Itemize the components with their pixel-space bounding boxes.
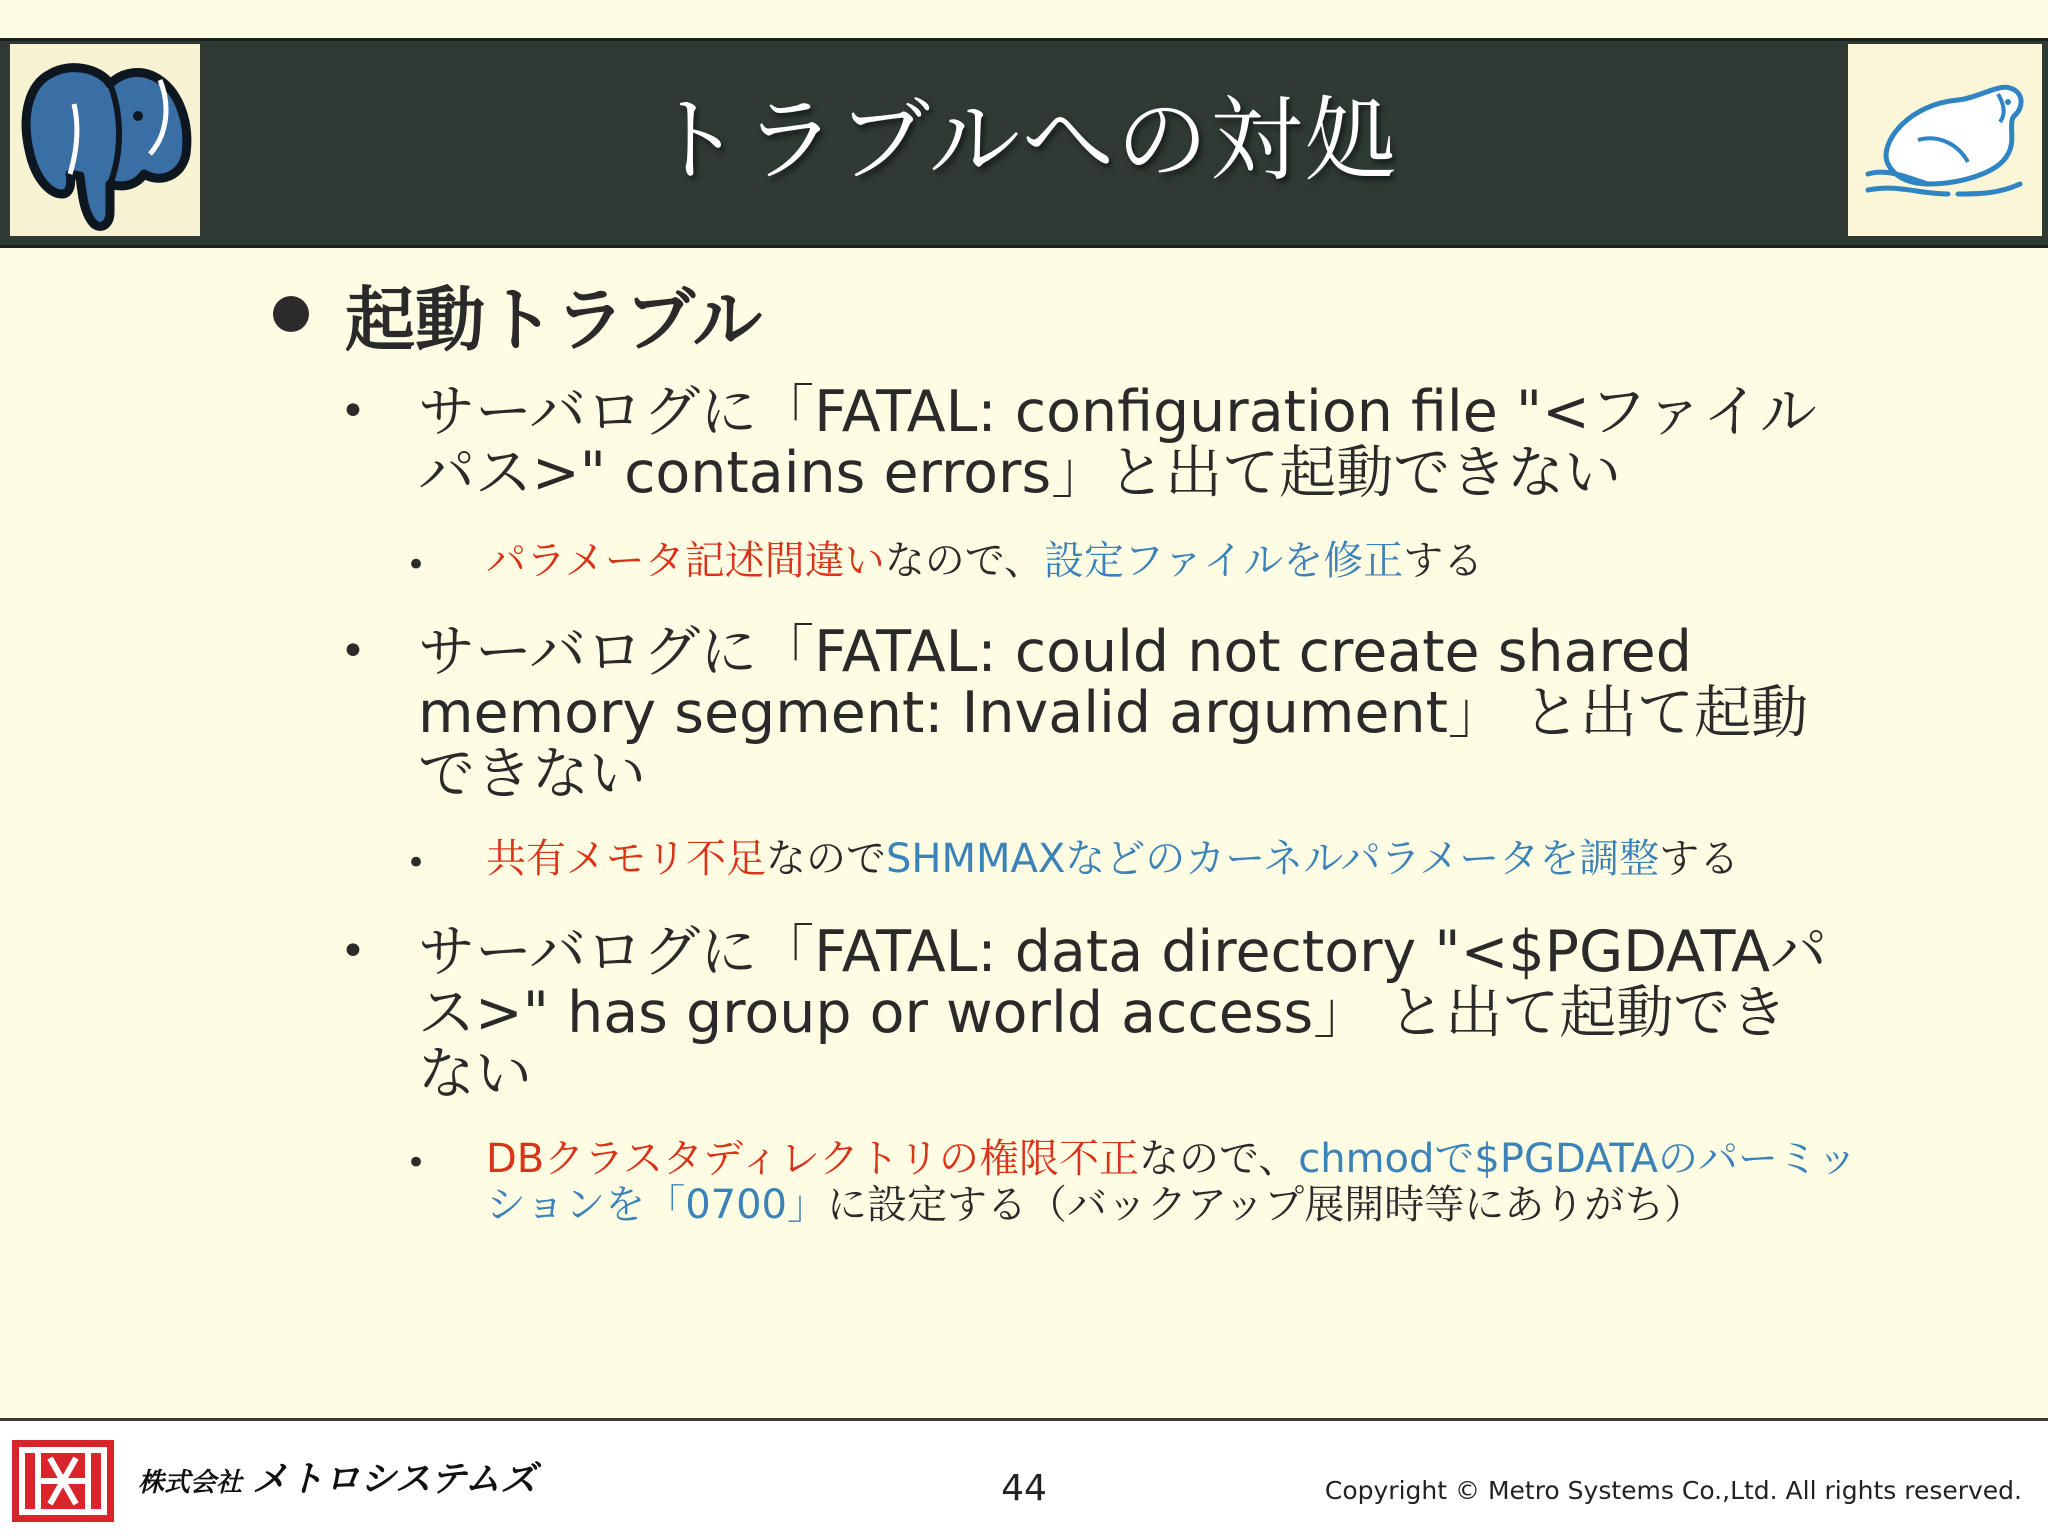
list-item-fix	[486, 538, 1886, 584]
copyright-text: Copyright © Metro Systems Co.,Ltd. All rights reserved.	[1324, 1476, 2022, 1505]
list-item-fix	[486, 1136, 1886, 1228]
section-heading: 起動トラブル	[345, 279, 763, 361]
remedy-text: SHMMAXなどのカーネルパラメータを調整	[886, 836, 1660, 882]
cause-text: DBクラスタディレクトリの権限不正	[486, 1136, 1140, 1182]
list-item: サーバログに「FATAL: could not create shared memory segment: Invalid argument」 と出て起動できない	[418, 619, 1809, 807]
cause-text: パラメータ記述間違い	[486, 538, 885, 584]
bullet-level3: •	[406, 843, 427, 883]
company-prefix: 株式会社	[138, 1468, 243, 1498]
connector-text: なので	[766, 836, 886, 882]
bullet-level3: •	[406, 545, 427, 585]
remedy-text: chmodで$PGDATAのパーミッションを「0700」	[486, 1136, 1858, 1228]
company-title: メトロシステムズ	[252, 1459, 537, 1500]
connector-text: なので、	[884, 538, 1045, 584]
bullet-level1	[273, 296, 309, 332]
list-item: サーバログに「FATAL: data directory "<$PGDATAパス>" has group or world access」 と出て起動できない	[418, 919, 1827, 1107]
suffix-text: する	[1403, 538, 1484, 584]
cause-text: 共有メモリ不足	[486, 836, 766, 882]
remedy-text: 設定ファイルを修正	[1044, 538, 1404, 584]
page-number: 44	[1001, 1468, 1047, 1509]
suffix-text: する	[1659, 836, 1740, 882]
bullet-level2: •	[340, 626, 366, 677]
list-item: サーバログに「FATAL: configuration file "<ファイルパス>" contains errors」と出て起動できない	[418, 379, 1817, 506]
connector-text: なので、	[1139, 1136, 1299, 1182]
bullet-level3: •	[406, 1143, 427, 1183]
bullet-level2: •	[340, 386, 366, 437]
list-item-fix	[486, 836, 1886, 882]
company-name	[138, 1454, 536, 1506]
slide-title: トラブルへの対処	[649, 87, 1399, 194]
metro-systems-logo-icon	[8, 1436, 118, 1526]
suffix-text: に設定する（バックアップ展開時等にありがち）	[827, 1182, 1705, 1228]
bullet-level2: •	[340, 926, 366, 977]
